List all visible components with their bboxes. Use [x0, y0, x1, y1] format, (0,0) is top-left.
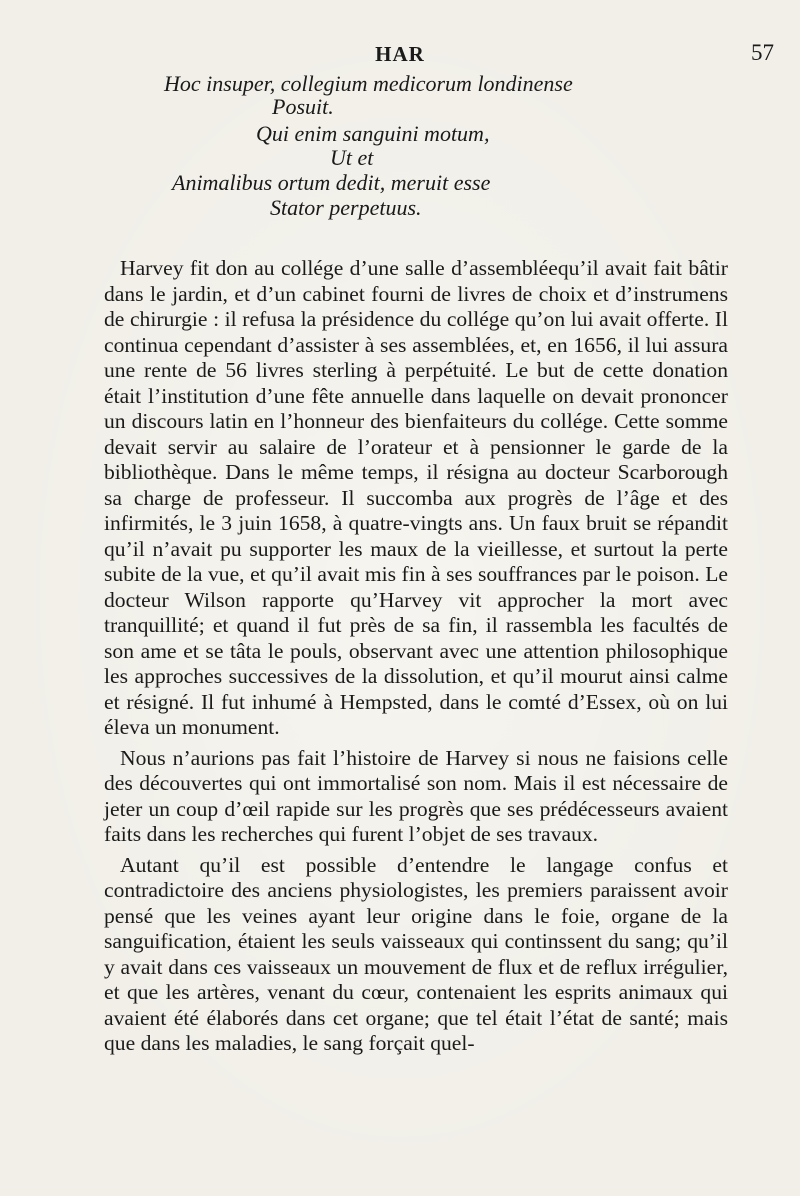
epitaph-line: Animalibus ortum dedit, meruit esse	[172, 170, 491, 195]
paragraph: Harvey fit don au collége d’une salle d’assembléequ’il avait fait bâtir dans le jardin, et d’un cabinet fourni de livres de choix et d’instrumens de chirurgie : il refusa la présidence du collége qu’on lui avait offerte. Il continua cependant d’assister à ses assemblées, et, en 1656, il lui assura une rente de 56 livres sterling à perpétuité. Le but de cette donation était l’institution d’une fête annuelle dans laquelle on devait prononcer un discours latin en l’honneur des bienfaiteurs du collége. Cette somme devait servir au salaire de l’orateur et à pensionner le garde de la bibliothèque. Dans le même temps, il résigna au docteur Scarborough sa charge de professeur. Il succomba aux progrès de l’âge et des infirmités, le 3 juin 1658, à quatre-vingts ans. Un faux bruit se répandit qu’il n’avait pu supporter les maux de la vieillesse, et surtout la perte subite de la vue, et qu’il avait mis fin à ses souffrances par le poison. Le docteur Wilson rapporte qu’Harvey vit approcher la mort avec tranquillité; et quand il fut près de sa fin, il rassembla les facultés de son ame et se tâta le pouls, observant avec une attention philosophique les approches successives de la dissolution, et qu’il mourut ainsi calme et résigné. Il fut inhumé à Hempsted, dans le comté d’Essex, où on lui éleva un monument.	[104, 256, 728, 739]
body-text	[104, 256, 728, 1062]
paragraph: Autant qu’il est possible d’entendre le langage confus et contradictoire des anciens physiologistes, les premiers paraissent avoir pensé que les veines ayant leur origine dans le foie, organe de la sanguification, étaient les seuls vaisseaux qui continssent du sang; qu’il y avait dans ces vaisseaux un mouvement de flux et de reflux irrégulier, et que les artères, venant du cœur, contenaient les esprits animaux qui avaient été élaborés dans cet organe; que tel était l’état de santé; mais que dans les maladies, le sang forçait quel-	[104, 852, 728, 1055]
paragraph: Nous n’aurions pas fait l’histoire de Harvey si nous ne faisions celle des découvertes qui ont immortalisé son nom. Mais il est nécessaire de jeter un coup d’œil rapide sur les progrès que ses prédécesseurs avaient faits dans les recherches qui furent l’objet de ses travaux.	[104, 745, 728, 846]
epitaph-line: Qui enim sanguini motum,	[256, 121, 490, 146]
running-head: HAR	[375, 42, 425, 66]
epitaph-line: Ut et	[330, 145, 374, 170]
page-number: 57	[751, 40, 774, 65]
epitaph-line: Posuit.	[272, 94, 334, 119]
epitaph-line: Stator perpetuus.	[270, 195, 422, 220]
epitaph-line: Hoc insuper, collegium medicorum londinense	[164, 71, 573, 96]
page-header	[0, 38, 800, 68]
